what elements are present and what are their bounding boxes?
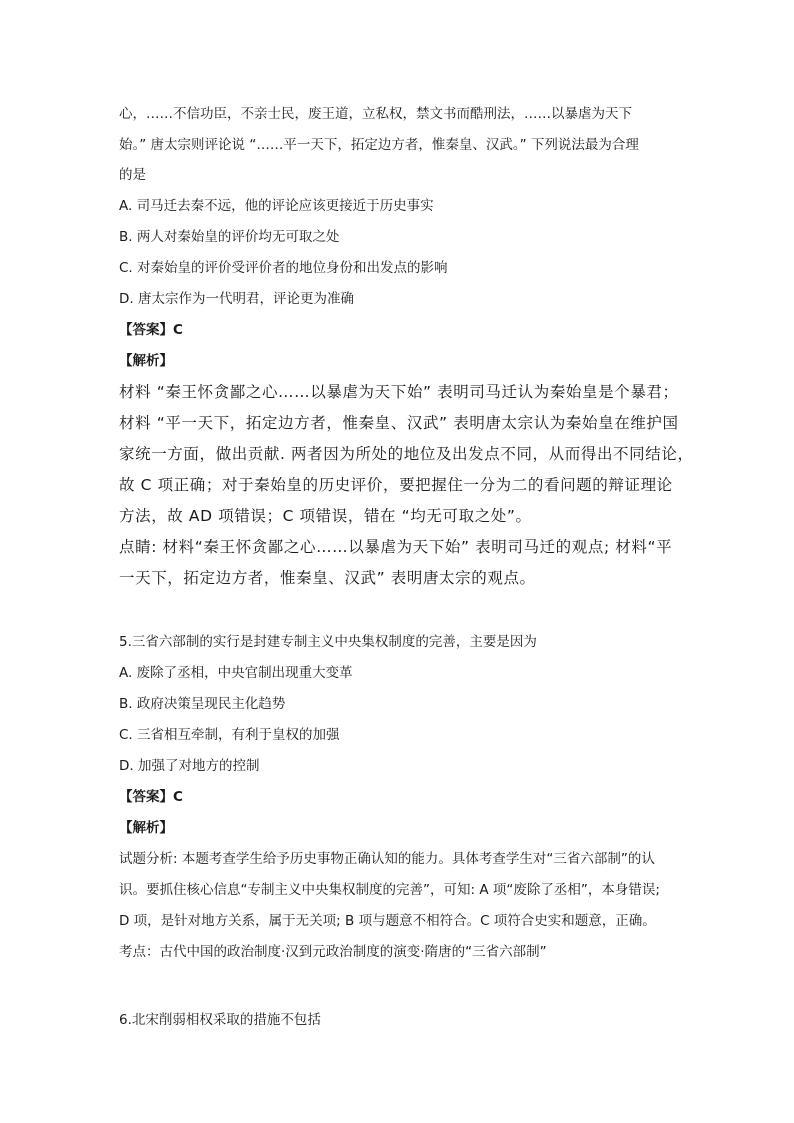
q4-analysis-line-5: 方法，故 AD 项错误；C 项错误，错在 “均无可取之处”。 [119,507,532,525]
q5-option-a: A. 废除了丞相，中央官制出现重大变革 [119,665,353,681]
q6-stem: 6.北宋削弱相权采取的措施不包括 [119,1012,321,1028]
q4-analysis-line-7: 一天下，拓定边方者，惟秦皇、汉武” 表明唐太宗的观点。 [119,569,536,587]
q5-stem: 5.三省六部制的实行是封建专制主义中央集权制度的完善，主要是因为 [119,634,537,650]
q4-analysis-line-2: 材料 “平一天下，拓定边方者，惟秦皇、汉武” 表明唐太宗认为秦始皇在维护国 [119,414,679,432]
q4-option-b: B. 两人对秦始皇的评价均无可取之处 [119,229,340,245]
q4-analysis-label: 【解析】 [119,353,173,369]
q5-answer: 【答案】C [119,789,183,805]
q5-analysis-line-2: 识。要抓住核心信息“专制主义中央集权制度的完善”，可知: A 项“废除了丞相”，本身错误; [119,882,660,898]
q5-analysis-line-1: 试题分析: 本题考查学生给予历史事物正确认知的能力。具体考查学生对“三省六部制”的认 [119,851,655,867]
q5-analysis-line-3: D 项，是针对地方关系，属于无关项; B 项与题意不相符合。C 项符合史实和题意，正确。 [119,913,656,929]
q4-option-c: C. 对秦始皇的评价受评价者的地位身份和出发点的影响 [119,260,448,276]
q4-option-a: A. 司马迁去秦不远，他的评论应该更接近于历史事实 [119,198,434,214]
q4-analysis-line-6: 点睛: 材料“秦王怀贪鄙之心……以暴虐为天下始” 表明司马迁的观点; 材料“平 [119,538,673,556]
q4-stem-line-1: 心，……不信功臣，不亲士民，废王道，立私权，禁文书而酷刑法，……以暴虐为天下 [119,106,632,122]
q5-analysis-line-4: 考点：古代中国的政治制度·汉到元政治制度的演变·隋唐的“三省六部制” [119,944,547,960]
q5-option-c: C. 三省相互牵制，有利于皇权的加强 [119,727,340,743]
q4-analysis-line-1: 材料 “秦王怀贪鄙之心……以暴虐为天下始” 表明司马迁认为秦始皇是个暴君； [119,383,679,401]
q4-stem-line-3: 的是 [119,167,146,183]
q4-answer: 【答案】C [119,322,183,338]
q4-stem-line-2: 始。” 唐太宗则评论说 “……平一天下，拓定边方者，惟秦皇、汉武。” 下列说法最为合理 [119,137,639,153]
q4-option-d: D. 唐太宗作为一代明君，评论更为准确 [119,291,354,307]
q5-option-b: B. 政府决策呈现民主化趋势 [119,696,286,712]
q5-option-d: D. 加强了对地方的控制 [119,758,260,774]
q4-analysis-line-3: 家统一方面，做出贡献. 两者因为所处的地位及出发点不同，从而得出不同结论， [119,445,694,463]
q4-analysis-line-4: 故 C 项正确；对于秦始皇的历史评价，要把握住一分为二的看问题的辩证理论 [119,476,673,494]
q5-analysis-label: 【解析】 [119,820,173,836]
